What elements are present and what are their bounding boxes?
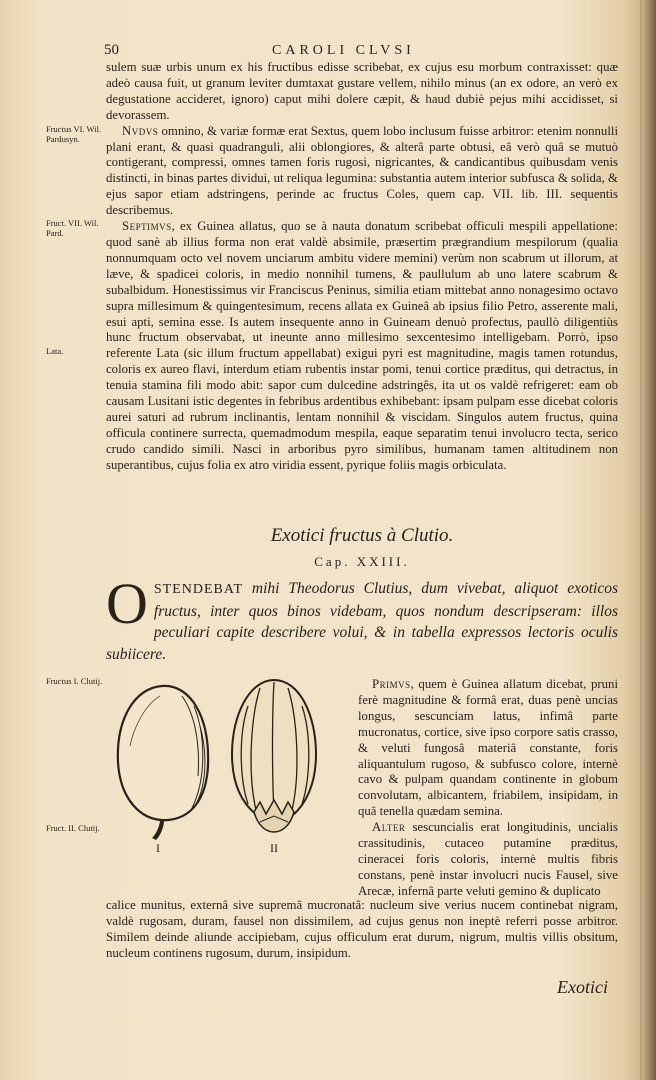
catchword: Exotici xyxy=(557,977,608,997)
drop-initial: O xyxy=(106,571,148,636)
binding-edge xyxy=(640,0,642,1080)
intro-caps: STENDEBAT xyxy=(153,582,244,597)
lead-word: Alter xyxy=(372,820,406,835)
body-text-continued xyxy=(106,898,618,962)
fruit-description-column xyxy=(358,677,618,900)
paragraph-open: sulem suæ urbis unum ex his fructibus edisse scribebat, ex cujus esu morbum contraxisset: quæ adeò causa fuit, ut granum leviter dumtaxat gustare vellem, nihilo minus (an ex odore, an verò ex degustatione accideret, ignoro) caput mihi dolere cæpit, & haud dubiè pejus mihi accidisset, si devorassem. xyxy=(106,60,618,122)
lead-word: Septimvs xyxy=(122,219,172,234)
paragraph-septimus xyxy=(106,219,618,474)
body-text xyxy=(106,60,618,474)
paragraph-text: omnino, & variæ formæ erat Sextus, quem lobo inclusum fuisse arbitror: etenim nonnulli plani erant, & quasi quadranguli, alii oblongiores, & alterâ parte obtusi, eâ verò quâ se mutuò contigerant, compressi, omnes tamen foris rugosi, nigricantes, & candicantibus quibusdam venis distincti, in binas partes dividui, ut reliqua legumina: substantia autem interior subfusca & solida, & ejus sapor etiam adstringens, perinde ac fructus Coles, quem cap. VII. lib. III. sequentis describemus. xyxy=(106,123,618,218)
margin-note: Fruct. VII. Wil. Pard. xyxy=(46,218,99,238)
paragraph-text: , ex Guinea allatus, quo se à nauta donatum scribebat officuli mespili appellatione: quod sanè ab illius forma non erat valdè absimile, præsertim prægrandium mespilorum (qualia nonnumquam octo vel novem unciarum ambitu videre memini) verùm non scabrum ut illorum, at læve, & spadicei coloris, in medio nonnihil tumens, & paullulum ab uno latere scabrum & subalbidum. Honestissimus vir Franciscus Peninus, similia etiam mittebat anno nonagesimo octavo supra millesimum & quingentesimum, recens allata ex Guineâ ab ipsius filio Petro, asserente mali, esui apti, semina esse. Is autem insequente anno in Guineam denuò profectus, paullò diligentiùs hunc fructum observabat, ut ineunte anno millesimo sexcentesimo intelligebam. Porrò, ipso referente Lata (sic illum fructum appellabat) exigui pyri est magnitudine, magis tamen rotundus, coloris ex aureo flavi, interdum etiam rubentis instar pomi, tenui cortice præditus, qui detractus, in tenuia stamina fili modo abit: sapor cum dulcedine adstringês, ita ut os valdè refrigeret: eam ob causam Lusitani istic degentes in febribus ardentibus exhibebant: ipsam pulpam esse dicebat coloris aurei saturi ad rubrum inclinantis, lentam nonnihil & viscidam. Singulos autem fructus, quina officula continere surrecta, quemadmodum mespila, eaque separatim tenui involucro tecta, serico crudo candido simili. Nasci in arboribus pyro similibus, humanam tamen altitudinem non superantibus, cujus folia ex atro viridia essent, pyrique foliis magis orbiculata. xyxy=(106,219,618,472)
fruit-woodcut xyxy=(110,676,350,856)
chapter-intro xyxy=(106,571,618,665)
paragraph-sextus xyxy=(106,124,618,219)
figure-label-2: II xyxy=(270,841,278,855)
paragraph-text: sescuncialis erat longitudinis, uncialis crassitudinis, cutaceo putamine præditus, cineracei foris coloris, internè multis fibris constans, penè instar involucri nucis Fausel, sive Arecæ, infernâ parte veluti gemino & duplicato xyxy=(358,820,618,898)
section-title: Exotici fructus à Clutio. xyxy=(270,525,454,546)
lead-word: Primvs xyxy=(372,677,411,691)
figure-label-1: I xyxy=(156,841,160,855)
paragraph-alter xyxy=(358,820,618,900)
lead-word: Nvdvs xyxy=(122,123,159,138)
paragraph-primus xyxy=(358,677,618,820)
margin-note: Lata. xyxy=(46,346,64,356)
margin-note: Fructus I. Clutij. xyxy=(46,676,103,686)
chapter-heading: Cap. XXIII. xyxy=(314,554,410,569)
margin-note: Fructus VI. Wil. Pardusyn. xyxy=(46,124,102,144)
running-head: CAROLI CLVSI xyxy=(272,43,415,58)
paragraph-text: , quem è Guinea allatum dicebat, pruni ferè magnitudine & formâ erat, duas penè uncias longus, sescunciam latus, infimâ parte mucronatus, cortice, sive ipso corpore satis crasso, & veluti fungosâ materiâ constante, foris aliquantulum rugoso, & subfusco colore, internè cavo & pulpam quandam continente in globum convolutam, albicantem, friabilem, insipidam, in quâ tenella quædam semina. xyxy=(358,677,618,819)
fruit-one-illustration xyxy=(118,686,208,840)
paragraph-continued: calice munitus, externâ sive supremâ mucronatâ: nucleum sive verius nucem continebat nigram, valdè rugosam, duram, fausel non dissimilem, ad cujus genus non ineptè referri posse arbitror. Similem deinde aliunde accipiebam, cujus officulum erat durum, nigrum, multis villis obsitum, nucleum continens rugosum, durum, insipidum. xyxy=(106,898,618,960)
margin-note: Fruct. II. Clutij. xyxy=(46,823,100,833)
page-number: 50 xyxy=(104,42,119,58)
intro-text: mihi Theodorus Clutius, dum vivebat, aliquot exoticos fructus, inter quos binos videbam, quos nondum descripseram: illos peculiari capite describere volui, & in tabella expressos lectoris oculis subiicere. xyxy=(106,580,618,663)
fruit-two-illustration xyxy=(232,680,316,832)
